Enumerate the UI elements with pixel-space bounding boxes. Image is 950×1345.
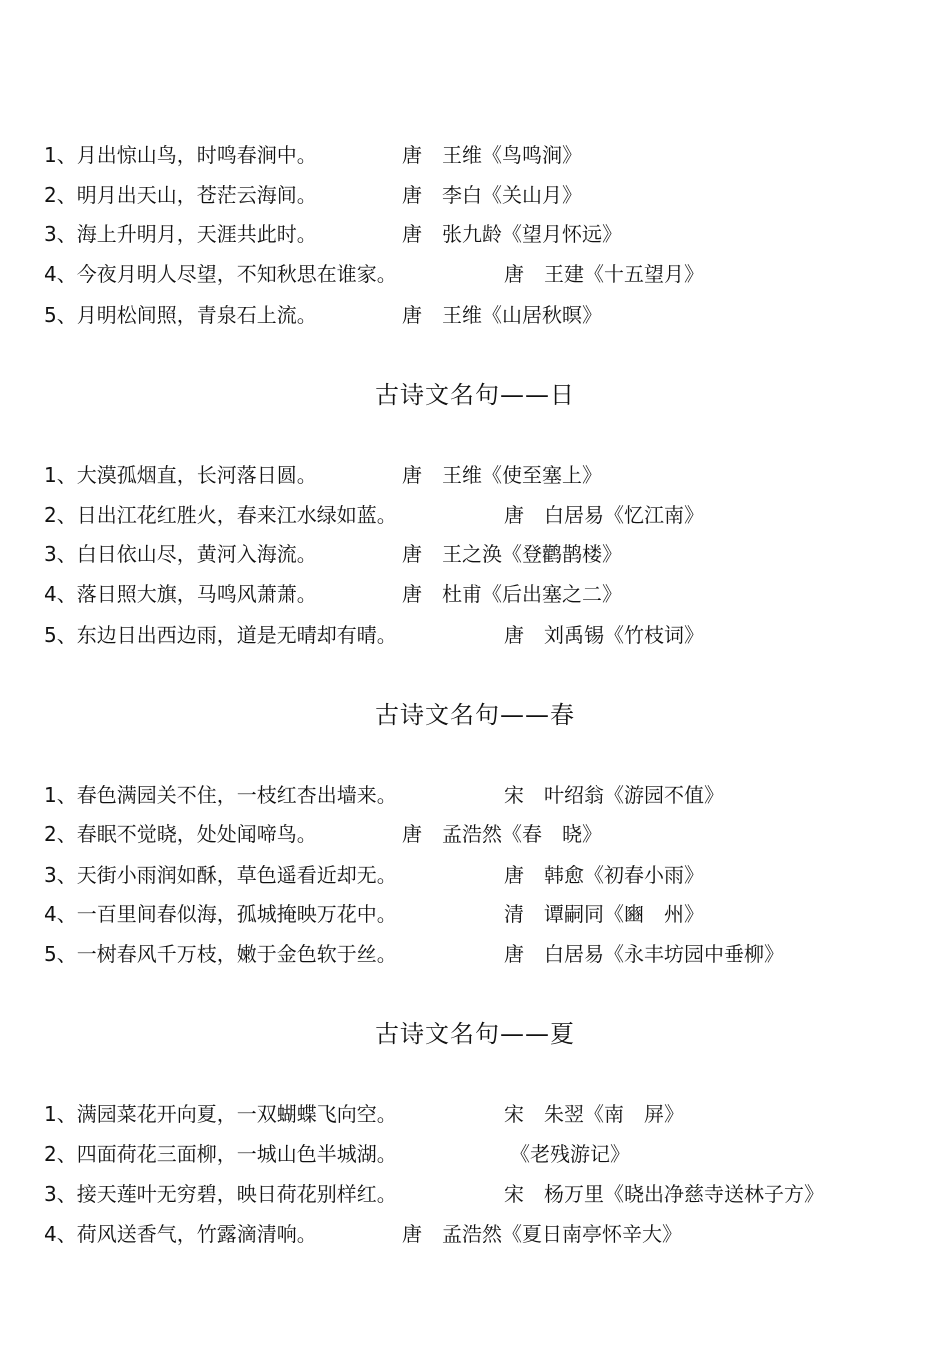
verse-text: 落日照大旗，马鸣风萧萧。 [76,582,317,606]
verse-text: 一树春风千万枝，嫩于金色软于丝。 [76,942,397,966]
line-number: 4、 [44,582,77,606]
verse-text: 四面荷花三面柳，一城山色半城湖。 [76,1142,397,1166]
verse-text: 春眠不觉晓，处处闻啼鸟。 [76,822,317,846]
verse-text: 大漠孤烟直，长河落日圆。 [76,463,317,487]
verse-source: 唐 杜甫《后出塞之二》 [402,582,622,606]
verse-text: 今夜月明人尽望，不知秋思在谁家。 [76,262,397,286]
verse-source: 唐 张九龄《望月怀远》 [402,222,622,246]
line-number: 3、 [44,1182,77,1206]
poem-line [44,1219,682,1249]
poem-line [44,259,704,289]
poem-line [44,1179,824,1209]
verse-source: 唐 李白《关山月》 [402,183,582,207]
poem-line [44,500,704,530]
section-heading: 古诗文名句——夏 [375,1020,575,1048]
line-number: 4、 [44,262,77,286]
verse-text: 天街小雨润如酥，草色遥看近却无。 [76,863,397,887]
poem-line [44,579,622,609]
poem-line [44,1099,684,1129]
verse-source: 唐 白居易《忆江南》 [504,503,704,527]
line-number: 5、 [44,303,77,327]
line-number: 3、 [44,863,77,887]
line-number: 1、 [44,463,77,487]
poem-line [44,180,582,210]
section-heading: 古诗文名句——日 [375,381,575,409]
verse-source: 唐 王维《使至塞上》 [402,463,602,487]
poem-line [44,539,622,569]
poem-line [44,140,582,170]
line-number: 2、 [44,503,77,527]
verse-source: 宋 朱翌《南 屏》 [504,1102,684,1126]
poem-line [44,899,704,929]
verse-text: 明月出天山，苍茫云海间。 [76,183,317,207]
poem-line [44,860,704,890]
verse-source: 唐 王维《山居秋暝》 [402,303,602,327]
verse-text: 接天莲叶无穷碧，映日荷花别样红。 [76,1182,397,1206]
verse-text: 荷风送香气，竹露滴清响。 [76,1222,317,1246]
line-number: 4、 [44,902,77,926]
verse-text: 东边日出西边雨，道是无晴却有晴。 [76,623,397,647]
section-heading: 古诗文名句——春 [375,701,575,729]
verse-source: 唐 王建《十五望月》 [504,262,704,286]
verse-text: 一百里间春似海，孤城掩映万花中。 [76,902,397,926]
line-number: 3、 [44,222,77,246]
verse-text: 白日依山尽，黄河入海流。 [76,542,317,566]
poem-line [44,1139,630,1169]
poem-line [44,300,602,330]
verse-source: 宋 杨万里《晓出净慈寺送林子方》 [504,1182,824,1206]
line-number: 1、 [44,143,77,167]
verse-source: 唐 孟浩然《夏日南亭怀辛大》 [402,1222,682,1246]
line-number: 3、 [44,542,77,566]
poem-line [44,939,784,969]
verse-text: 月明松间照，青泉石上流。 [76,303,317,327]
verse-source: 唐 王维《鸟鸣涧》 [402,143,582,167]
poem-line [44,620,704,650]
verse-text: 海上升明月，天涯共此时。 [76,222,317,246]
verse-source: 宋 叶绍翁《游园不值》 [504,783,724,807]
line-number: 4、 [44,1222,77,1246]
line-number: 2、 [44,1142,77,1166]
line-number: 2、 [44,822,77,846]
line-number: 5、 [44,623,77,647]
poem-line [44,780,724,810]
verse-text: 月出惊山鸟，时鸣春涧中。 [76,143,317,167]
verse-text: 春色满园关不住，一枝红杏出墙来。 [76,783,397,807]
verse-source: 清 谭嗣同《豳 州》 [504,902,704,926]
verse-text: 满园菜花开向夏，一双蝴蝶飞向空。 [76,1102,397,1126]
verse-source: 唐 白居易《永丰坊园中垂柳》 [504,942,784,966]
verse-source: 《老残游记》 [510,1142,630,1166]
line-number: 5、 [44,942,77,966]
verse-text: 日出江花红胜火，春来江水绿如蓝。 [76,503,397,527]
line-number: 1、 [44,783,77,807]
poem-line [44,219,622,249]
verse-source: 唐 韩愈《初春小雨》 [504,863,704,887]
poem-line [44,460,602,490]
line-number: 2、 [44,183,77,207]
verse-source: 唐 刘禹锡《竹枝词》 [504,623,704,647]
verse-source: 唐 王之涣《登鹳鹊楼》 [402,542,622,566]
verse-source: 唐 孟浩然《春 晓》 [402,822,602,846]
poem-line [44,819,602,849]
line-number: 1、 [44,1102,77,1126]
